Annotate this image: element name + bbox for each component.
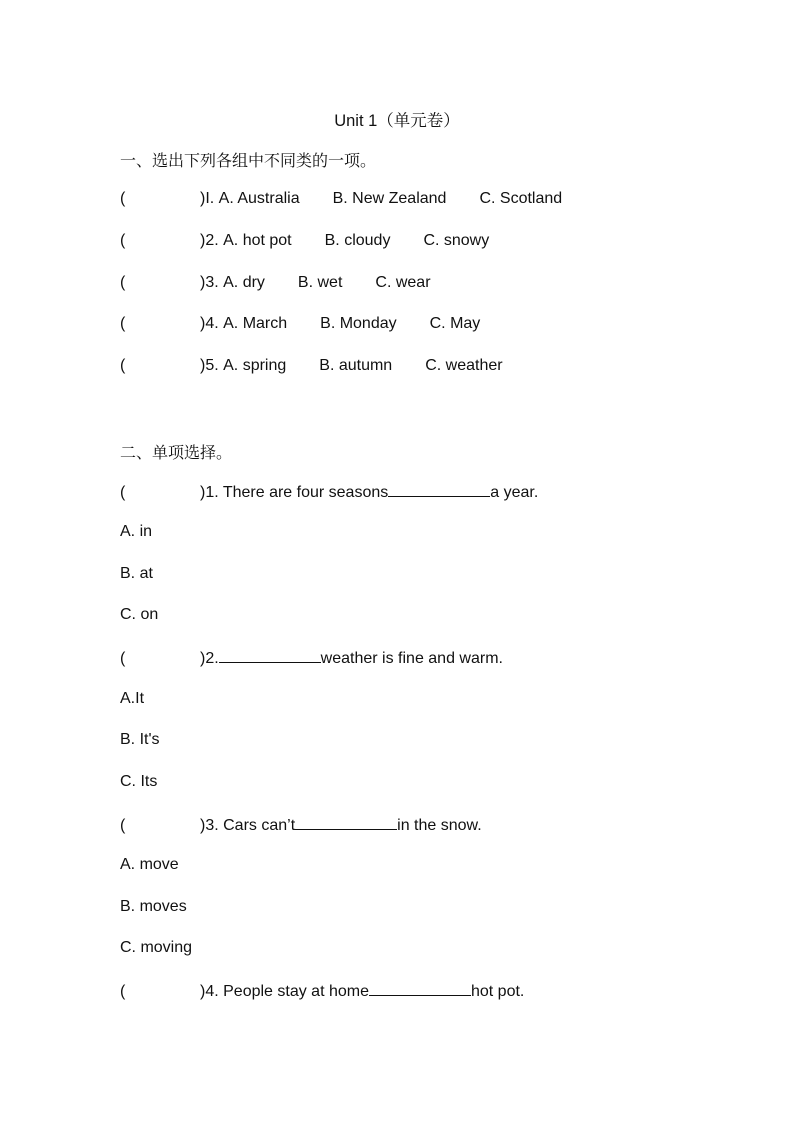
option-b: B. cloudy — [324, 232, 391, 249]
question-stem-start: )1. There are four seasons — [200, 484, 389, 501]
option-b: B. Monday — [320, 315, 397, 332]
fill-blank — [369, 981, 471, 996]
s2-question-3 — [120, 815, 482, 835]
answer-paren: ( — [120, 357, 126, 374]
answer-paren: ( — [120, 484, 126, 501]
option-a: A. Australia — [218, 190, 300, 207]
question-stem-end: weather is fine and warm. — [320, 650, 503, 667]
answer-paren: ( — [120, 315, 126, 332]
option-a: A. spring — [223, 357, 287, 374]
s2-q3-option-b: B. moves — [120, 898, 187, 915]
item-number: )4. — [200, 315, 219, 332]
s1-item-1 — [120, 190, 595, 208]
option-a: A. dry — [223, 274, 265, 291]
item-number: )2. — [200, 232, 219, 249]
s2-q3-option-a: A. move — [120, 856, 179, 873]
option-a: A. hot pot — [223, 232, 292, 249]
option-c: C. May — [429, 315, 481, 332]
answer-paren: ( — [120, 190, 126, 207]
item-number: )5. — [200, 357, 219, 374]
s2-question-1 — [120, 482, 538, 502]
answer-paren: ( — [120, 983, 126, 1000]
question-stem-start: )4. People stay at home — [200, 983, 369, 1000]
s1-item-4 — [120, 315, 513, 333]
option-b: B. New Zealand — [332, 190, 447, 207]
option-a: A. March — [223, 315, 288, 332]
answer-paren: ( — [120, 650, 126, 667]
answer-paren: ( — [120, 274, 126, 291]
answer-paren: ( — [120, 232, 126, 249]
option-c: C. snowy — [423, 232, 490, 249]
option-c: C. wear — [375, 274, 431, 291]
fill-blank — [295, 815, 397, 830]
fill-blank — [219, 648, 321, 663]
page-title: Unit 1（单元卷） — [334, 112, 460, 130]
fill-blank — [388, 482, 490, 497]
option-b: B. autumn — [319, 357, 393, 374]
s1-item-5 — [120, 357, 536, 375]
question-stem-end: in the snow. — [397, 817, 482, 834]
section1-heading: 一、选出下列各组中不同类的一项。 — [120, 153, 377, 170]
s1-item-2 — [120, 232, 522, 250]
option-c: C. Scotland — [479, 190, 563, 207]
answer-paren: ( — [120, 817, 126, 834]
question-stem-end: hot pot. — [470, 983, 525, 1000]
option-b: B. wet — [297, 274, 343, 291]
s2-q1-option-b: B. at — [120, 565, 153, 582]
s2-question-2 — [120, 648, 503, 668]
s2-q2-option-a: A.It — [120, 690, 145, 707]
question-stem-start: )2. — [200, 650, 219, 667]
s2-q1-option-c: C. on — [120, 606, 159, 623]
question-stem-start: )3. Cars can’t — [200, 817, 296, 834]
question-stem-end: a year. — [490, 484, 539, 501]
s2-q2-option-b: B. It's — [120, 731, 160, 748]
item-number: )I. — [200, 190, 215, 207]
s1-item-3 — [120, 274, 464, 292]
option-c: C. weather — [425, 357, 503, 374]
s2-q2-option-c: C. Its — [120, 773, 158, 790]
s2-question-4 — [120, 981, 524, 1001]
section2-heading: 二、单项选择。 — [120, 445, 233, 462]
item-number: )3. — [200, 274, 219, 291]
s2-q1-option-a: A. in — [120, 523, 153, 540]
s2-q3-option-c: C. moving — [120, 939, 193, 956]
